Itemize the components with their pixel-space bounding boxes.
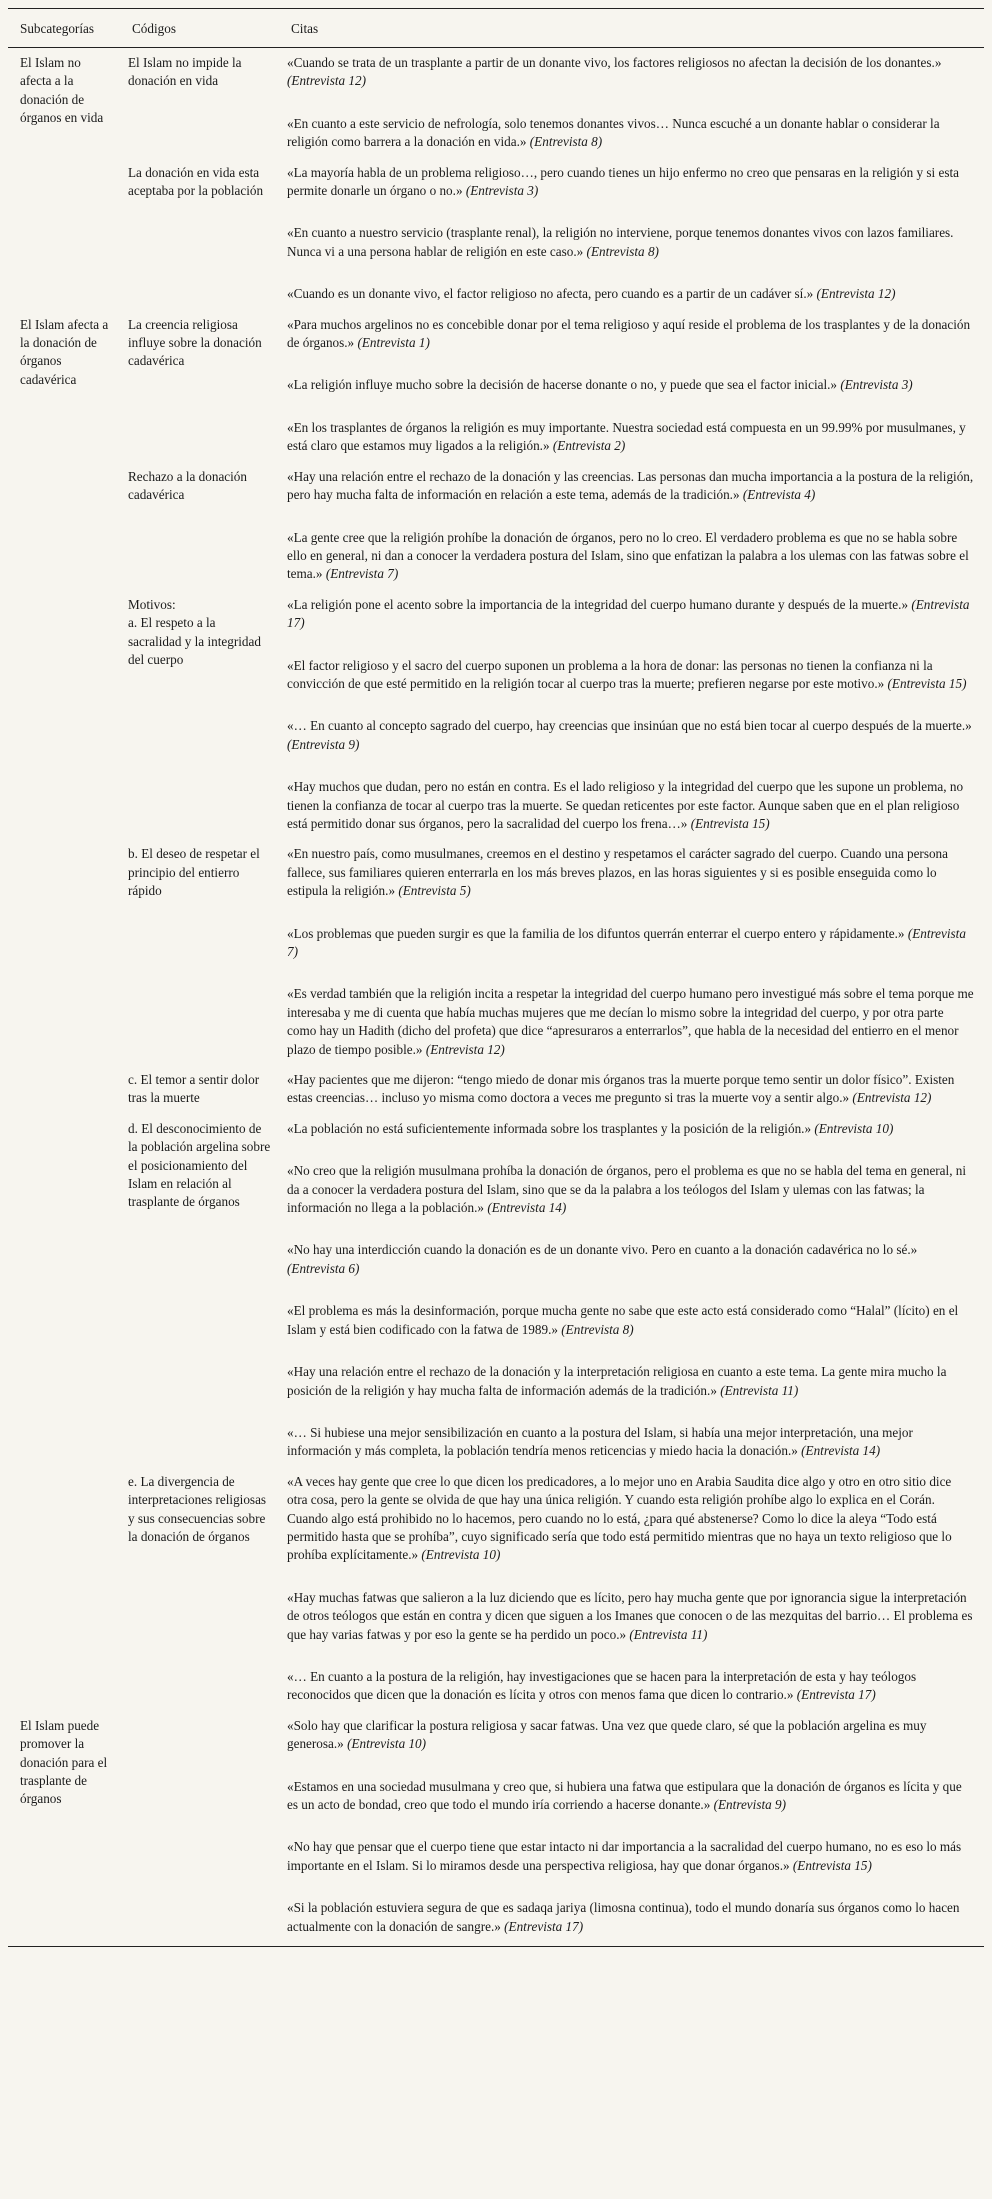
quote-text: «Hay pacientes que me dijeron: “tengo miedo de donar mis órganos tras la muerte porque temo sentir un dolor físico”. Existen estas creencias… incluso yo misma como doctora a veces me pregunto si tras la muerte voy a sentir algo.» [287,1072,955,1106]
code-cell: La donación en vida esta aceptaba por la población [128,164,264,199]
quote-text: «En cuanto a nuestro servicio (trasplante renal), la religión no interviene, porque tenemos donantes vivos con lazos familiares. Nunca vi a una persona hablar de religión en este caso.» [287,225,954,259]
quote [287,1717,974,1754]
quote-source: (Entrevista 9) [713,1797,786,1812]
quote-source: (Entrevista 12) [852,1090,932,1106]
quote-source: (Entrevista 7) [325,566,399,582]
citations-cell [279,48,984,158]
quote-text: «La religión pone el acento sobre la importancia de la integridad del cuerpo humano durante y después de la muerte.» [287,596,909,612]
citations-table [8,8,984,1947]
quote [287,1071,974,1108]
citations-cell [279,590,984,840]
quote-source: (Entrevista 15) [887,675,967,691]
code-cell: Motivos: a. El respeto a la sacralidad y la integridad del cuerpo [128,596,261,667]
header-citas: Citas [279,9,984,48]
quote [287,224,974,261]
quote-source: (Entrevista 6) [287,1260,360,1276]
quote-text: «No hay una interdicción cuando la donación es de un donante vivo. Pero en cuanto a la donación cadavérica no lo sé.» [287,1242,918,1258]
citations-cell [279,839,984,1065]
quote-text: «En nuestro país, como musulmanes, creemos en el destino y respetamos el carácter sagrado del cuerpo. Cuando una persona fallece, sus familiares quieren enterrarla en los más breves plazos, en las horas siguientes y si es posible enseguida como lo estipula la religión.» [287,846,948,899]
quote-text: «Es verdad también que la religión incita a respetar la integridad del cuerpo humano pero investigué más sobre el tema porque me interesaba y me di cuenta que había muchas mujeres que me decían lo mismo sobre la integridad del cuerpo, y por otra parte como hay un Hadith (dicho del profeta) que dice “apresuraros a enterrarlos”, que habla de la necesidad del entierro en el menor plazo de tiempo posible.» [287,986,974,1057]
quote [287,1899,974,1936]
quote-source: (Entrevista 10) [814,1120,894,1136]
subcategory-cell [8,462,120,590]
subcategory-cell [8,839,120,1065]
quote [287,419,974,456]
quote [287,316,974,353]
quote-source: (Entrevista 15) [792,1857,872,1873]
quote-source: (Entrevista 17) [287,596,970,631]
subcategory-cell [8,590,120,840]
quote-source: (Entrevista 3) [465,183,539,199]
quote-source: (Entrevista 5) [398,883,471,899]
quote [287,596,974,633]
quote-source: (Entrevista 1) [357,335,430,351]
subcategory-cell [8,1065,120,1114]
quote-text: «A veces hay gente que cree lo que dicen los predicadores, a lo mejor uno en Arabia Saudita dice algo y otro en otro sitio dice otra cosa, pero la gente se olvida de que hay una única religión. Y cuando esta religión prohíbe algo lo explica en el Corán. Cuando algo está prohibido no lo hacemos, pero cuando no lo está, ¿para qué abstenerse? Como lo dice la aleya “Todo está permitido hasta que se prohíba”, cuyo significado sería que todo está permitido mientras que no haya un texto religioso que lo prohíba explícitamente.» [287,1473,952,1563]
quote-source: (Entrevista 8) [561,1321,634,1337]
quote-text: «Hay muchos que dudan, pero no están en contra. Es el lado religioso y la integridad del cuerpo que les supone un problema, no tienen la confianza de tocar al cuerpo tras la muerte. Se quedan reticentes por este factor. Aunque saben que en el plan religioso está permitido donar sus órganos, pero la sacralidad del cuerpo los frena…» [287,779,964,831]
quote [287,1589,974,1644]
table-header-row [8,9,984,48]
quote-text: «Los problemas que pueden surgir es que la familia de los difuntos querrán enterrar el cuerpo entero y rápidamente.» [287,925,905,941]
table-row [8,48,984,158]
quote-source: (Entrevista 7) [287,925,966,959]
citations-cell [279,1065,984,1114]
quote-text: «El factor religioso y el sacro del cuerpo suponen un problema a la hora de donar: las personas no tienen la confianza ni la convicción de que esté permitido en la religión tocar al cuerpo tras la muerte; prefieren negarse por este motivo.» [287,657,933,691]
quote-source: (Entrevista 8) [529,134,603,150]
quote-text: «… En cuanto al concepto sagrado del cuerpo, hay creencias que insinúan que no está bien tocar al cuerpo después de la muerte.» [287,718,972,734]
quote-text: «Hay una relación entre el rechazo de la donación y la interpretación religiosa en cuanto a este tema. La gente mira mucho la posición de la religión y hay mucha falta de información además de la tradición.» [287,1364,947,1398]
subcategory-cell: El Islam afecta a la donación de órganos cadavérica [20,316,109,387]
table-row [8,590,984,840]
quote-source: (Entrevista 11) [720,1382,799,1398]
quote-source: (Entrevista 14) [487,1200,567,1216]
quote [287,1668,974,1705]
quote [287,845,974,900]
code-cell: c. El temor a sentir dolor tras la muerte [128,1072,260,1106]
code-cell: b. El deseo de respetar el principio del entierro rápido [128,846,260,899]
header-subcategorias: Subcategorías [8,9,120,48]
citations-cell [279,1467,984,1711]
table-row [8,310,984,462]
quote [287,657,974,694]
quote [287,285,974,303]
table-row [8,158,984,310]
subcategory-cell: El Islam puede promover la donación para el trasplante de órganos [8,1711,120,1947]
quote [287,1162,974,1217]
citations-cell [279,1711,984,1947]
table-row [8,839,984,1065]
quote-source: (Entrevista 10) [421,1547,501,1563]
quote-source: (Entrevista 11) [629,1626,708,1642]
header-codigos: Códigos [120,9,279,48]
quote-source: (Entrevista 8) [586,243,659,259]
quote-text: «… Si hubiese una mejor sensibilización en cuanto a la postura del Islam, si había una mejor interpretación, una mejor información y más completa, la población tendría menos reticencias y miedo hacia la donación.» [287,1424,913,1459]
quote [287,717,974,754]
quote-text: «No creo que la religión musulmana prohíba la donación de órganos, pero el problema es que no se habla del tema en general, ni da a conocer la verdadera postura del Islam, sino que se da la palabra a los teólogos del Islam y ulemas con las fatwas; la información no llega a la población.» [287,1163,967,1216]
table-row [8,1114,984,1467]
quote [287,985,974,1059]
citations-cell [279,158,984,310]
quote-source: (Entrevista 2) [552,438,626,454]
citations-cell [279,462,984,590]
quote-source: (Entrevista 12) [425,1041,505,1057]
quote [287,529,974,584]
quote-source: (Entrevista 9) [287,736,360,752]
quote-source: (Entrevista 12) [287,73,366,89]
quote-text: «… En cuanto a la postura de la religión, hay investigaciones que se hacen para la interpretación de esta y hay teólogos reconocidos que dicen que la donación es lícita y otros con menos fama que dicen lo contrario.» [287,1668,917,1703]
quote [287,1424,974,1461]
quote-source: (Entrevista 3) [840,377,913,393]
code-cell [120,1711,279,1947]
quote-text: «Hay muchas fatwas que salieron a la luz diciendo que es lícito, pero hay mucha gente que por ignorancia sigue la interpretación de otros teólogos que están en contra y dicen que siguen a los Imanes que conocen o de las mezquitas del barrio… El problema es que hay varias fatwas y por eso la gente se ha perdido un poco.» [287,1589,973,1642]
quote [287,1473,974,1565]
quote [287,1120,974,1138]
quote-text: «La población no está suficientemente informada sobre los trasplantes y la posición de la religión.» [287,1120,812,1136]
quote [287,164,974,201]
quote-source: (Entrevista 17) [796,1687,876,1703]
quote-text: «Cuando se trata de un trasplante a partir de un donante vivo, los factores religiosos no afectan la decisión de los donantes.» [287,55,942,70]
quote [287,1241,974,1278]
code-cell: El Islam no impide la donación en vida [128,55,242,89]
table-row [8,462,984,590]
quote [287,1363,974,1400]
quote [287,1778,974,1815]
table-row [8,1065,984,1114]
quote [287,54,974,91]
quote-text: «Solo hay que clarificar la postura religiosa y sacar fatwas. Una vez que quede claro, sé que la población argelina es muy generosa.» [287,1717,927,1752]
quote-source: (Entrevista 10) [347,1736,427,1752]
quote-text: «Para muchos argelinos no es concebible donar por el tema religioso y aquí reside el problema de los trasplantes y de la donación de órganos.» [287,316,971,351]
quote-source: (Entrevista 12) [816,286,896,302]
quote-source: (Entrevista 4) [742,487,816,503]
subcategory-cell: El Islam no afecta a la donación de órganos en vida [20,55,104,126]
table-row [8,1467,984,1711]
quote-text: «Si la población estuviera segura de que es sadaqa jariya (limosna continua), todo el mundo donaría sus órganos como lo hacen actualmente con la donación de sangre.» [287,1900,960,1934]
quote-source: (Entrevista 14) [801,1443,881,1459]
quote-text: «La mayoría habla de un problema religioso…, pero cuando tienes un hijo enfermo no creo que pensaras en la religión y si esta permite donarle un órgano o no.» [287,164,959,199]
citations-cell [279,1114,984,1467]
subcategory-cell [8,1114,120,1467]
quote [287,1302,974,1339]
quote-text: «En los trasplantes de órganos la religión es muy importante. Nuestra sociedad está compuesta en un 99.99% por musulmanes, y está claro que estamos muy ligados a la religión.» [287,419,966,454]
code-cell: d. El desconocimiento de la población argelina sobre el posicionamiento del Islam en relación al trasplante de órganos [128,1120,271,1210]
quote-source: (Entrevista 17) [504,1918,584,1934]
quote-text: «Hay una relación entre el rechazo de la donación y las creencias. Las personas dan mucha importancia a la postura de la religión, pero hay mucha falta de información en relación a este tema, además de la tradición.» [287,468,974,503]
code-cell: La creencia religiosa influye sobre la donación cadavérica [128,316,262,369]
quote-text: «El problema es más la desinformación, porque mucha gente no sabe que este acto está considerado como “Halal” (lícito) en el Islam y está bien codificado con la fatwa de 1989.» [287,1303,959,1337]
quote-text: «La religión influye mucho sobre la decisión de hacerse donante o no, y puede que sea el factor inicial.» [287,377,838,393]
quote [287,925,974,962]
quote-text: «Estamos en una sociedad musulmana y creo que, si hubiera una fatwa que estipulara que la donación de órganos es lícita y que es un acto de bondad, creo que todo el mundo iría corriendo a hacerse donante.» [287,1778,962,1812]
table-row [8,1711,984,1947]
quote-text: «En cuanto a este servicio de nefrología, solo tenemos donantes vivos… Nunca escuché a un donante hablar o considerar la religión como barrera a la donación en vida.» [287,115,940,150]
quote-text: «No hay que pensar que el cuerpo tiene que estar intacto ni dar importancia a la sacralidad del cuerpo humano, no es eso lo más importante en el Islam. Si lo miramos desde una perspectiva religiosa, hay que donar órganos.» [287,1839,962,1873]
code-cell: Rechazo a la donación cadavérica [128,468,247,503]
quote [287,468,974,505]
quote-text: «Cuando es un donante vivo, el factor religioso no afecta, pero cuando es a partir de un cadáver sí.» [287,286,814,302]
quote [287,778,974,833]
subcategory-cell [8,1467,120,1711]
citations-cell [279,310,984,462]
quote [287,115,974,152]
quote-source: (Entrevista 15) [690,815,770,831]
quote [287,1838,974,1875]
quote [287,376,974,394]
code-cell: e. La divergencia de interpretaciones religiosas y sus consecuencias sobre la donación de órganos [128,1473,267,1544]
quote-text: «La gente cree que la religión prohíbe la donación de órganos, pero no lo creo. El verdadero problema es que no se habla sobre ello en general, ni dan a conocer la verdadera postura del Islam, sino que enfatizan la palabra a los ulemas con las fatwas sobre el tema.» [287,529,969,582]
subcategory-cell [8,158,120,310]
